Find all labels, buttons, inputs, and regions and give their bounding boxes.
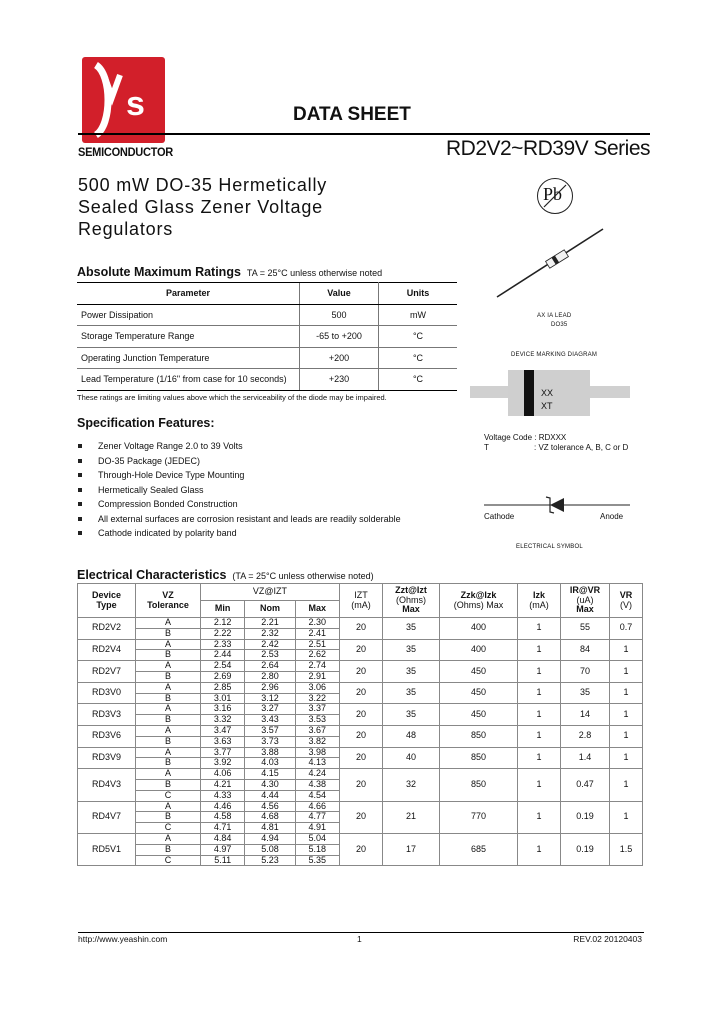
pb-free-badge — [537, 178, 573, 214]
vz-max: 3.98 — [295, 747, 339, 758]
vz-max: 5.18 — [295, 844, 339, 855]
vz-min: 4.46 — [201, 801, 245, 812]
device-type: RD2V4 — [78, 639, 136, 661]
diode-package-drawing — [495, 225, 605, 300]
device-type: RD4V7 — [78, 801, 136, 833]
izk-value: 1 — [518, 661, 561, 683]
ir-value: 70 — [561, 661, 610, 683]
tolerance: B — [136, 844, 201, 855]
list-item: Cathode indicated by polarity band — [78, 528, 401, 543]
device-type: RD4V3 — [78, 769, 136, 801]
zzk-value: 850 — [440, 769, 518, 801]
marking-text-2: XT — [541, 401, 553, 411]
vz-max: 3.67 — [295, 725, 339, 736]
footer-rule — [78, 932, 644, 933]
amr-param: Storage Temperature Range — [77, 326, 300, 348]
izt-value: 20 — [340, 682, 383, 704]
table-row — [78, 725, 643, 736]
marking-legend-2-value: : VZ tolerance A, B, C or D — [534, 443, 629, 452]
ec-h-ir: IR@VR — [569, 584, 601, 595]
list-item: Compression Bonded Construction — [78, 499, 401, 514]
izt-value: 20 — [340, 769, 383, 801]
ir-value: 55 — [561, 618, 610, 640]
vz-max: 2.51 — [295, 639, 339, 650]
vz-nom: 2.32 — [245, 628, 295, 639]
vz-max: 3.53 — [295, 715, 339, 726]
ir-value: 84 — [561, 639, 610, 661]
vz-max: 4.66 — [295, 801, 339, 812]
amr-unit: °C — [379, 369, 458, 391]
list-item: Hermetically Sealed Glass — [78, 485, 401, 500]
product-title-line1: 500 mW DO-35 Hermetically — [78, 175, 328, 195]
table-row — [78, 639, 643, 650]
tolerance: C — [136, 823, 201, 834]
zzk-value: 450 — [440, 704, 518, 726]
tolerance: A — [136, 661, 201, 672]
amr-value: 500 — [300, 304, 379, 326]
zzt-value: 21 — [383, 801, 440, 833]
device-type: RD2V7 — [78, 661, 136, 683]
zzk-value: 850 — [440, 725, 518, 747]
vz-nom: 3.12 — [245, 693, 295, 704]
vz-nom: 4.94 — [245, 833, 295, 844]
vz-nom: 4.30 — [245, 779, 295, 790]
vz-min: 2.33 — [201, 639, 245, 650]
vr-value: 1 — [610, 661, 643, 683]
ec-h-vr: VR — [619, 589, 633, 600]
document-title: DATA SHEET — [293, 104, 411, 125]
vz-min: 4.33 — [201, 790, 245, 801]
table-row — [78, 618, 643, 629]
vz-nom: 2.96 — [245, 682, 295, 693]
tolerance: B — [136, 812, 201, 823]
vz-max: 5.04 — [295, 833, 339, 844]
page-number: 1 — [357, 934, 362, 944]
amr-header-row — [77, 283, 457, 305]
vz-min: 4.97 — [201, 844, 245, 855]
ec-h-zzk: Zzk@Izk — [460, 589, 497, 600]
izt-value: 20 — [340, 747, 383, 769]
ec-h-min: Min — [201, 601, 245, 618]
amr-param: Lead Temperature (1/16" from case for 10 seconds) — [77, 369, 300, 391]
vz-nom: 2.42 — [245, 639, 295, 650]
vz-max: 3.22 — [295, 693, 339, 704]
ec-table — [77, 583, 643, 866]
vz-max: 4.38 — [295, 779, 339, 790]
izt-value: 20 — [340, 725, 383, 747]
table-row — [77, 304, 457, 326]
device-type: RD5V1 — [78, 833, 136, 865]
ec-h-type: Type — [96, 599, 117, 610]
amr-col-parameter: Parameter — [77, 283, 300, 305]
table-row — [78, 704, 643, 715]
zzk-value: 685 — [440, 833, 518, 865]
tolerance: A — [136, 747, 201, 758]
device-type: RD2V2 — [78, 618, 136, 640]
list-item: Zener Voltage Range 2.0 to 39 Volts — [78, 441, 401, 456]
vz-nom: 3.57 — [245, 725, 295, 736]
tolerance: B — [136, 650, 201, 661]
vz-max: 3.82 — [295, 736, 339, 747]
amr-col-units: Units — [379, 283, 458, 305]
vz-min: 2.12 — [201, 618, 245, 629]
vz-min: 2.85 — [201, 682, 245, 693]
package-caption-1: AX IA LEAD — [537, 313, 572, 319]
vz-nom: 2.80 — [245, 671, 295, 682]
ec-h-tolerance: Tolerance — [147, 599, 189, 610]
vz-min: 3.77 — [201, 747, 245, 758]
vz-nom: 5.23 — [245, 855, 295, 866]
ec-h-device: Device — [91, 589, 122, 600]
vz-min: 4.21 — [201, 779, 245, 790]
tolerance: A — [136, 725, 201, 736]
table-row — [78, 801, 643, 812]
amr-heading: Absolute Maximum Ratings TA = 25°C unless otherwise noted — [77, 265, 383, 279]
electrical-symbol-title: ELECTRICAL SYMBOL — [516, 544, 583, 550]
table-row — [77, 347, 457, 369]
vz-nom: 2.64 — [245, 661, 295, 672]
svg-text:s: s — [126, 85, 145, 123]
tolerance: B — [136, 736, 201, 747]
marking-legend-1: Voltage Code : RDXXX — [484, 433, 567, 442]
tolerance: A — [136, 639, 201, 650]
izt-value: 20 — [340, 801, 383, 833]
izt-value: 20 — [340, 833, 383, 865]
ec-h-zzt-max: Max — [402, 604, 420, 615]
vz-min: 5.11 — [201, 855, 245, 866]
vz-max: 4.91 — [295, 823, 339, 834]
tolerance: C — [136, 855, 201, 866]
vz-nom: 4.56 — [245, 801, 295, 812]
vz-nom: 4.81 — [245, 823, 295, 834]
ir-value: 0.19 — [561, 833, 610, 865]
vz-nom: 4.15 — [245, 769, 295, 780]
amr-col-value: Value — [300, 283, 379, 305]
vz-nom: 3.27 — [245, 704, 295, 715]
ec-h-vr-unit: (V) — [620, 599, 632, 610]
table-row — [78, 833, 643, 844]
izt-value: 20 — [340, 618, 383, 640]
vz-nom: 4.68 — [245, 812, 295, 823]
tolerance: B — [136, 628, 201, 639]
amr-unit: mW — [379, 304, 458, 326]
ec-h-izk: Izk — [532, 589, 545, 600]
vz-max: 2.74 — [295, 661, 339, 672]
series-title: RD2V2~RD39V Series — [445, 137, 650, 160]
vz-nom: 5.08 — [245, 844, 295, 855]
izk-value: 1 — [518, 682, 561, 704]
vz-nom: 2.53 — [245, 650, 295, 661]
package-caption-2: DO35 — [551, 322, 568, 328]
ec-h-vz: VZ — [162, 589, 174, 600]
vr-value: 1.5 — [610, 833, 643, 865]
vz-max: 5.35 — [295, 855, 339, 866]
vz-min: 4.58 — [201, 812, 245, 823]
amr-value: +200 — [300, 347, 379, 369]
zzt-value: 40 — [383, 747, 440, 769]
ec-h-zzt-unit: (Ohms) — [396, 594, 426, 605]
features-heading: Specification Features: — [77, 416, 215, 430]
tolerance: B — [136, 758, 201, 769]
izk-value: 1 — [518, 639, 561, 661]
marking-text-1: XX — [541, 388, 554, 398]
ir-value: 35 — [561, 682, 610, 704]
zzt-value: 35 — [383, 704, 440, 726]
tolerance: C — [136, 790, 201, 801]
vz-min: 3.16 — [201, 704, 245, 715]
ec-h-izt: IZT — [354, 589, 368, 600]
vz-min: 4.84 — [201, 833, 245, 844]
marking-diagram-title: DEVICE MARKING DIAGRAM — [511, 352, 598, 358]
zzk-value: 400 — [440, 639, 518, 661]
table-row — [77, 326, 457, 348]
ir-value: 0.19 — [561, 801, 610, 833]
izt-value: 20 — [340, 661, 383, 683]
tolerance: A — [136, 682, 201, 693]
vz-max: 2.91 — [295, 671, 339, 682]
tolerance: A — [136, 801, 201, 812]
vz-nom: 4.03 — [245, 758, 295, 769]
list-item: All external surfaces are corrosion resistant and leads are readily solderable — [78, 514, 401, 529]
vr-value: 1 — [610, 747, 643, 769]
vz-nom: 2.21 — [245, 618, 295, 629]
amr-value: +230 — [300, 369, 379, 391]
company-name: SEMICONDUCTOR — [78, 145, 173, 159]
vz-max: 4.54 — [295, 790, 339, 801]
vz-min: 2.69 — [201, 671, 245, 682]
izk-value: 1 — [518, 725, 561, 747]
vz-min: 4.71 — [201, 823, 245, 834]
tolerance: A — [136, 833, 201, 844]
vz-max: 3.06 — [295, 682, 339, 693]
vz-min: 3.92 — [201, 758, 245, 769]
vr-value: 1 — [610, 704, 643, 726]
vz-nom: 3.73 — [245, 736, 295, 747]
tolerance: B — [136, 779, 201, 790]
vr-value: 0.7 — [610, 618, 643, 640]
ec-h-zzk-unit: (Ohms) Max — [453, 599, 504, 610]
vz-min: 2.54 — [201, 661, 245, 672]
footer-url[interactable]: http://www.yeashin.com — [78, 934, 168, 944]
list-item: Through-Hole Device Type Mounting — [78, 470, 401, 485]
amr-table — [77, 282, 457, 391]
tolerance: B — [136, 693, 201, 704]
ec-condition: (TA = 25°C unless otherwise noted) — [232, 571, 374, 581]
izk-value: 1 — [518, 618, 561, 640]
amr-param: Power Dissipation — [77, 304, 300, 326]
ir-value: 14 — [561, 704, 610, 726]
amr-condition: TA = 25°C unless otherwise noted — [246, 268, 383, 278]
zzk-value: 400 — [440, 618, 518, 640]
vr-value: 1 — [610, 769, 643, 801]
anode-label: Anode — [600, 512, 624, 521]
table-row — [78, 769, 643, 780]
amr-unit: °C — [379, 347, 458, 369]
vz-max: 4.24 — [295, 769, 339, 780]
izk-value: 1 — [518, 801, 561, 833]
table-row — [78, 682, 643, 693]
device-type: RD3V3 — [78, 704, 136, 726]
izt-value: 20 — [340, 639, 383, 661]
ec-h-ir-unit: (uA) — [576, 594, 594, 605]
tolerance: B — [136, 715, 201, 726]
ec-h-vzizt: VZ@IZT — [201, 584, 340, 601]
ec-h-izk-unit: (mA) — [529, 599, 549, 610]
features-list — [78, 441, 401, 543]
cathode-label: Cathode — [484, 512, 515, 521]
amr-note: These ratings are limiting values above which the serviceability of the diode may be impaired. — [77, 393, 387, 402]
zzk-value: 850 — [440, 747, 518, 769]
zzt-value: 35 — [383, 618, 440, 640]
izt-value: 20 — [340, 704, 383, 726]
vz-nom: 4.44 — [245, 790, 295, 801]
vz-max: 2.62 — [295, 650, 339, 661]
device-type: RD3V0 — [78, 682, 136, 704]
ec-header-row-1 — [78, 584, 643, 601]
table-row — [77, 369, 457, 391]
ir-value: 1.4 — [561, 747, 610, 769]
izk-value: 1 — [518, 747, 561, 769]
company-logo — [82, 57, 165, 143]
ec-h-zzt: Zzt@Izt — [395, 584, 427, 595]
vz-max: 2.41 — [295, 628, 339, 639]
ec-h-izt-unit: (mA) — [351, 599, 371, 610]
vz-min: 2.44 — [201, 650, 245, 661]
device-type: RD3V9 — [78, 747, 136, 769]
tolerance: A — [136, 769, 201, 780]
vz-min: 2.22 — [201, 628, 245, 639]
device-type: RD3V6 — [78, 725, 136, 747]
vz-max: 2.30 — [295, 618, 339, 629]
vz-max: 3.37 — [295, 704, 339, 715]
ec-h-nom: Nom — [245, 601, 295, 618]
product-title-line2: Sealed Glass Zener Voltage — [78, 197, 323, 217]
zzk-value: 450 — [440, 661, 518, 683]
amr-value: -65 to +200 — [300, 326, 379, 348]
ec-h-max: Max — [295, 601, 339, 618]
zzk-value: 770 — [440, 801, 518, 833]
product-title-line3: Regulators — [78, 219, 174, 239]
ir-value: 0.47 — [561, 769, 610, 801]
tolerance: A — [136, 704, 201, 715]
izk-value: 1 — [518, 769, 561, 801]
vz-min: 3.63 — [201, 736, 245, 747]
izk-value: 1 — [518, 704, 561, 726]
table-row — [78, 747, 643, 758]
vz-min: 4.06 — [201, 769, 245, 780]
zzt-value: 35 — [383, 661, 440, 683]
vr-value: 1 — [610, 682, 643, 704]
list-item: DO-35 Package (JEDEC) — [78, 456, 401, 471]
marking-legend-2-key: T — [484, 443, 489, 452]
izk-value: 1 — [518, 833, 561, 865]
vz-min: 3.01 — [201, 693, 245, 704]
pb-label: Pb — [543, 184, 563, 204]
vz-min: 3.47 — [201, 725, 245, 736]
ir-value: 2.8 — [561, 725, 610, 747]
amr-unit: °C — [379, 326, 458, 348]
zzt-value: 17 — [383, 833, 440, 865]
revision: REV.02 20120403 — [573, 934, 642, 944]
table-row — [78, 661, 643, 672]
zzt-value: 35 — [383, 682, 440, 704]
vr-value: 1 — [610, 725, 643, 747]
tolerance: A — [136, 618, 201, 629]
vz-nom: 3.43 — [245, 715, 295, 726]
vz-nom: 3.88 — [245, 747, 295, 758]
zzt-value: 32 — [383, 769, 440, 801]
zzk-value: 450 — [440, 682, 518, 704]
tolerance: B — [136, 671, 201, 682]
zzt-value: 48 — [383, 725, 440, 747]
vr-value: 1 — [610, 801, 643, 833]
amr-param: Operating Junction Temperature — [77, 347, 300, 369]
ec-h-ir-max: Max — [576, 604, 594, 615]
vz-min: 3.32 — [201, 715, 245, 726]
vz-max: 4.77 — [295, 812, 339, 823]
vz-max: 4.13 — [295, 758, 339, 769]
header-rule — [78, 133, 650, 135]
ec-heading: Electrical Characteristics (TA = 25°C unless otherwise noted) — [77, 568, 374, 582]
vr-value: 1 — [610, 639, 643, 661]
zzt-value: 35 — [383, 639, 440, 661]
